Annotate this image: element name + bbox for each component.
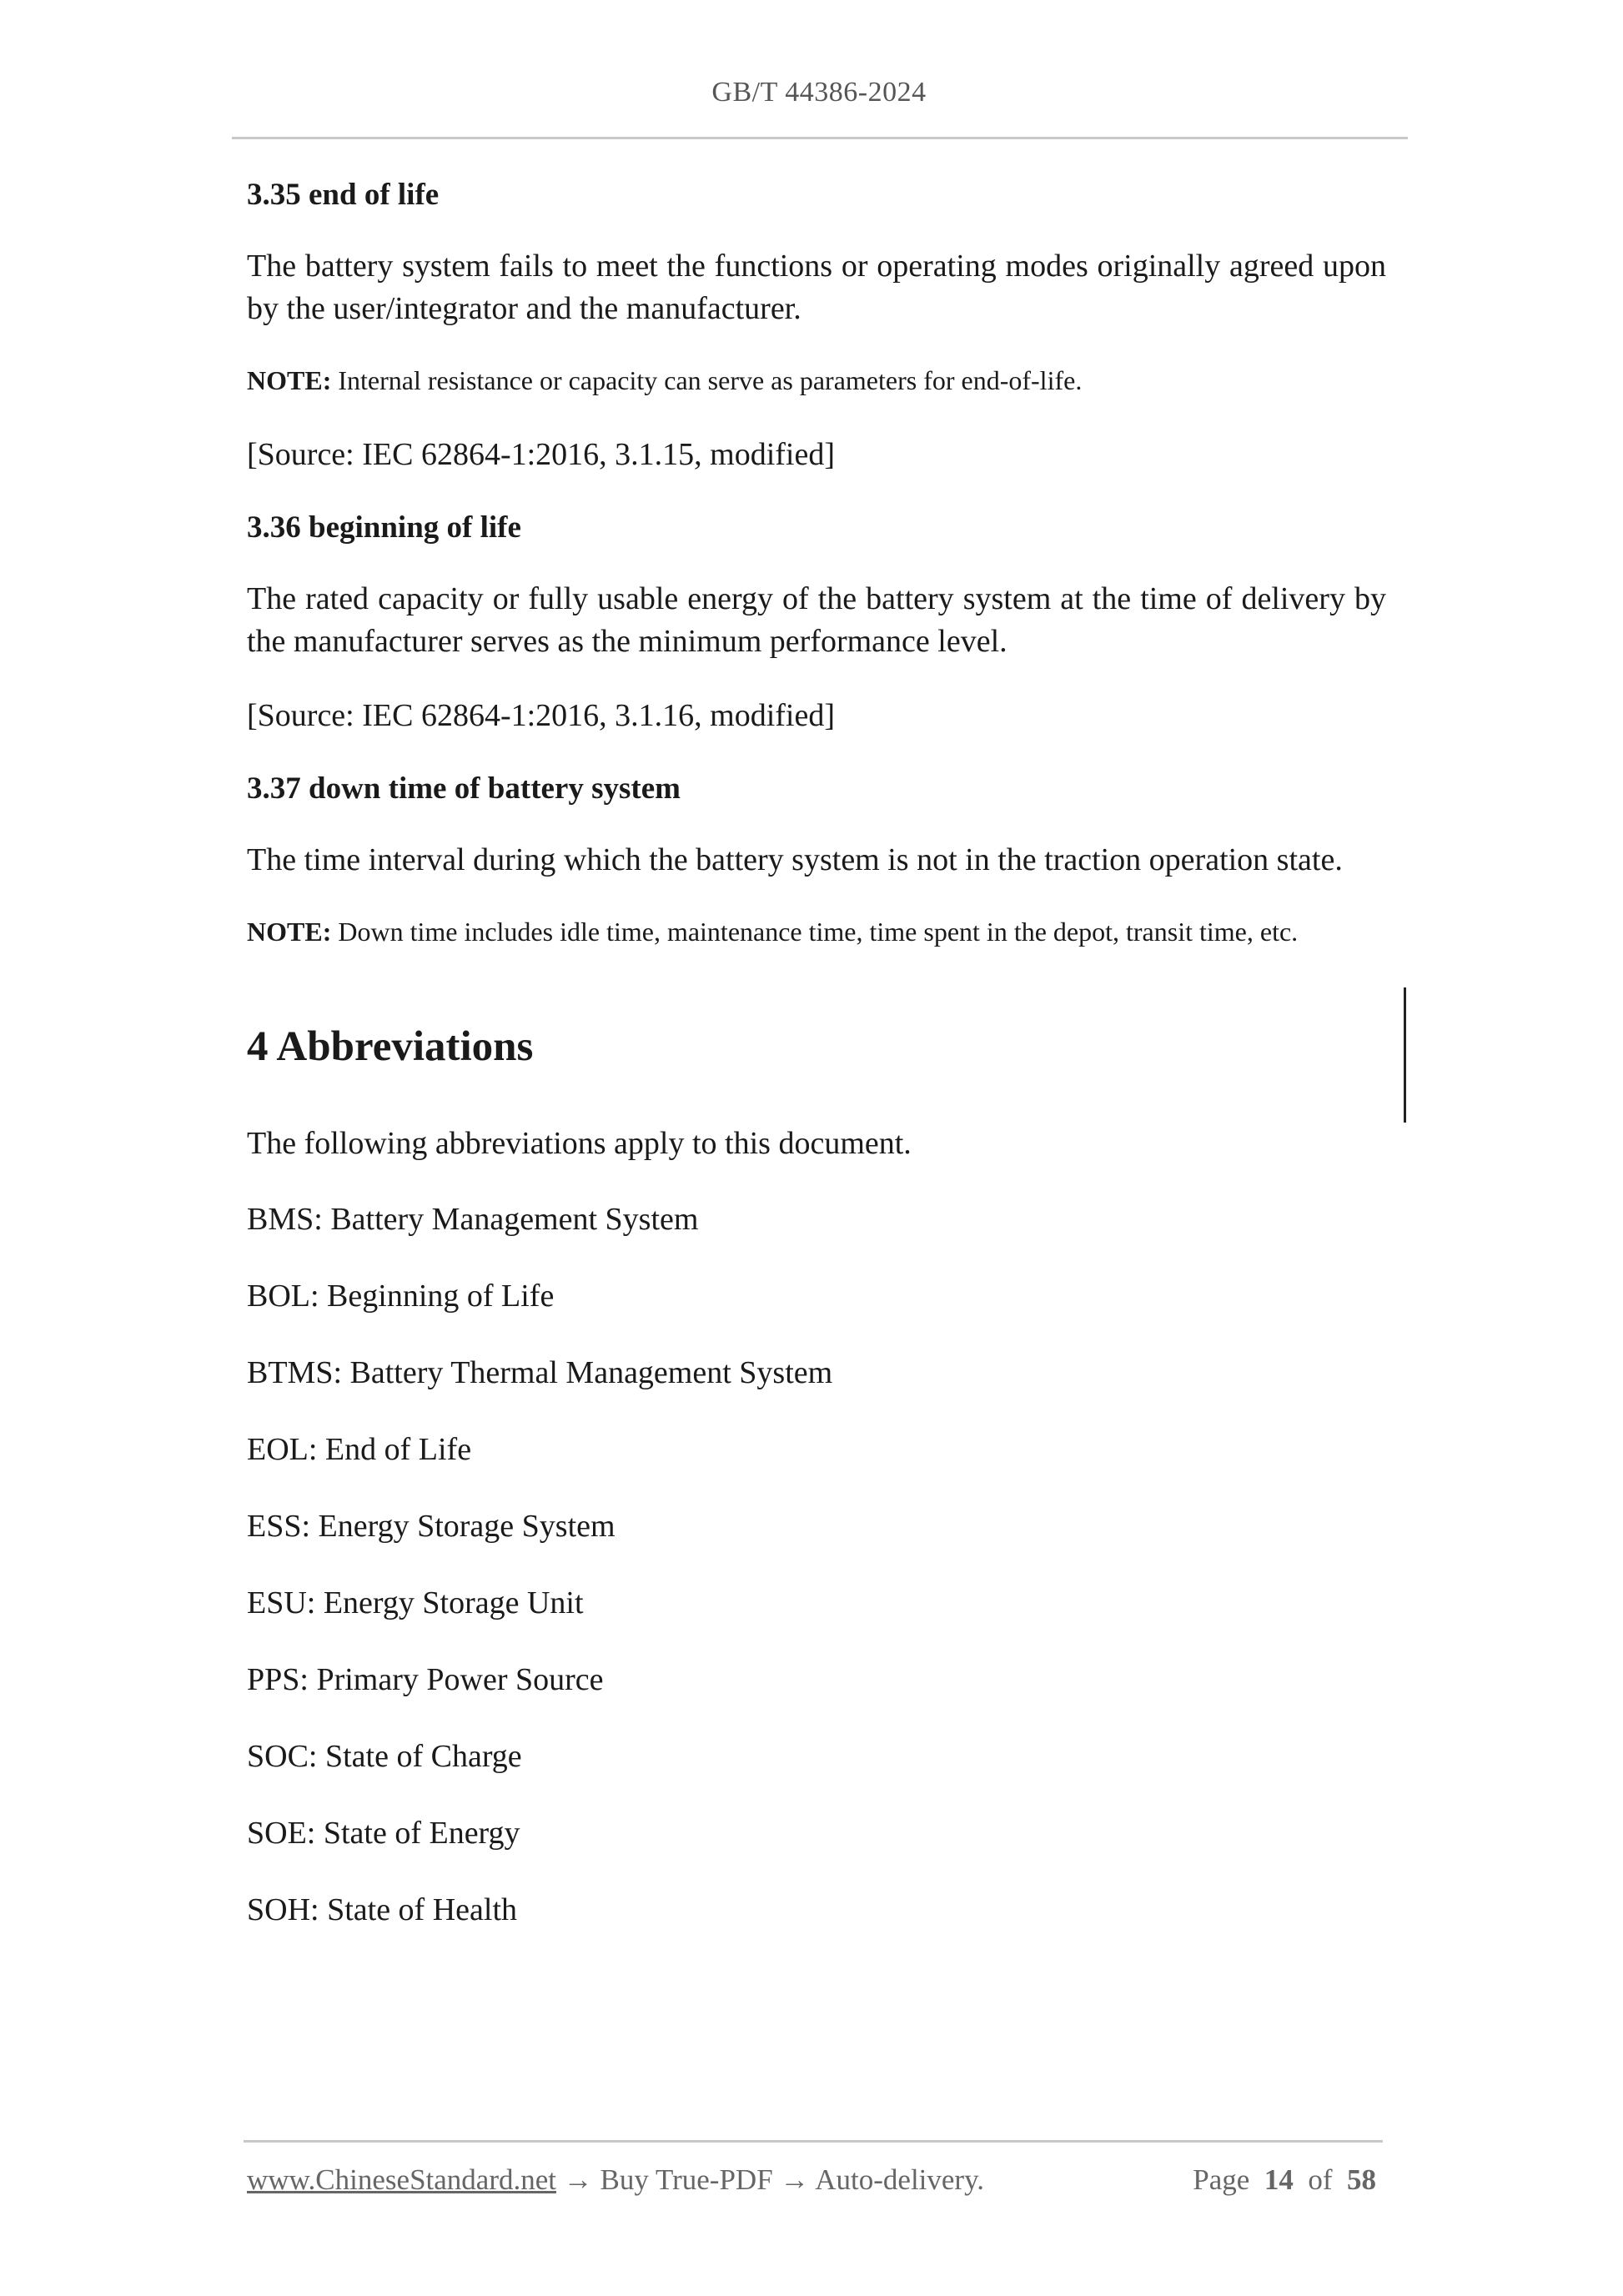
delivery-text: Auto-delivery. [815, 2163, 985, 2196]
abbreviation-item: SOC: State of Charge [247, 1739, 522, 1775]
clause-source: [Source: IEC 62864-1:2016, 3.1.15, modified] [247, 437, 836, 473]
clause-definition: The time interval during which the battery system is not in the traction operation state. [247, 842, 1343, 878]
change-bar [1404, 987, 1406, 1123]
clause-heading: 3.37 down time of battery system [247, 771, 681, 806]
page-header: GB/T 44386-2024 [711, 77, 927, 108]
clause-3-35 [247, 175, 1386, 476]
note-label: NOTE: [247, 917, 332, 947]
clause-note [247, 913, 1386, 950]
abbreviation-item: SOH: State of Health [247, 1892, 518, 1928]
section-title: 4 Abbreviations [247, 1023, 534, 1071]
site-link[interactable]: www.ChineseStandard.net [247, 2163, 556, 2196]
abbreviation-item: SOE: State of Energy [247, 1816, 520, 1851]
page-current: 14 [1264, 2163, 1294, 2196]
abbreviation-item: BMS: Battery Management System [247, 1202, 699, 1238]
arrow-icon: → [563, 2163, 593, 2196]
abbreviations-section [247, 1022, 1386, 1932]
buy-text: Buy True-PDF [600, 2163, 773, 2196]
note-text: Internal resistance or capacity can serve as parameters for end-of-life. [338, 365, 1083, 396]
clause-source: [Source: IEC 62864-1:2016, 3.1.16, modified] [247, 698, 836, 734]
clause-heading: 3.35 end of life [247, 178, 440, 212]
abbreviation-item: BOL: Beginning of Life [247, 1279, 555, 1314]
page-footer [247, 2163, 1381, 2205]
clause-definition: The rated capacity or fully usable energy of the battery system at the time of delivery by the manufacturer serves as the minimum performance level. [247, 581, 1386, 660]
clause-definition: The battery system fails to meet the functions or operating modes originally agreed upon by the user/integrator and the manufacturer. [247, 249, 1386, 327]
footer-promo [247, 2163, 984, 2197]
footer-divider [244, 2140, 1383, 2143]
clause-3-37 [247, 769, 1386, 950]
arrow-icon: → [780, 2163, 810, 2196]
page-label: Page [1193, 2163, 1250, 2196]
note-text: Down time includes idle time, maintenance time, time spent in the depot, transit time, etc. [338, 917, 1299, 947]
abbreviation-item: ESS: Energy Storage System [247, 1509, 616, 1545]
abbreviation-item: PPS: Primary Power Source [247, 1662, 604, 1698]
page-content [247, 175, 1386, 1966]
of-label: of [1308, 2163, 1333, 2196]
page-total: 58 [1347, 2163, 1376, 2196]
abbreviation-item: BTMS: Battery Thermal Management System [247, 1355, 833, 1391]
clause-heading: 3.36 beginning of life [247, 510, 521, 545]
section-intro: The following abbreviations apply to this document. [247, 1126, 912, 1162]
page-number [1193, 2163, 1376, 2197]
abbreviation-item: EOL: End of Life [247, 1432, 472, 1468]
clause-note [247, 362, 1386, 399]
header-divider [232, 137, 1408, 139]
abbreviation-item: ESU: Energy Storage Unit [247, 1585, 584, 1621]
note-label: NOTE: [247, 365, 332, 396]
clause-3-36 [247, 508, 1386, 737]
